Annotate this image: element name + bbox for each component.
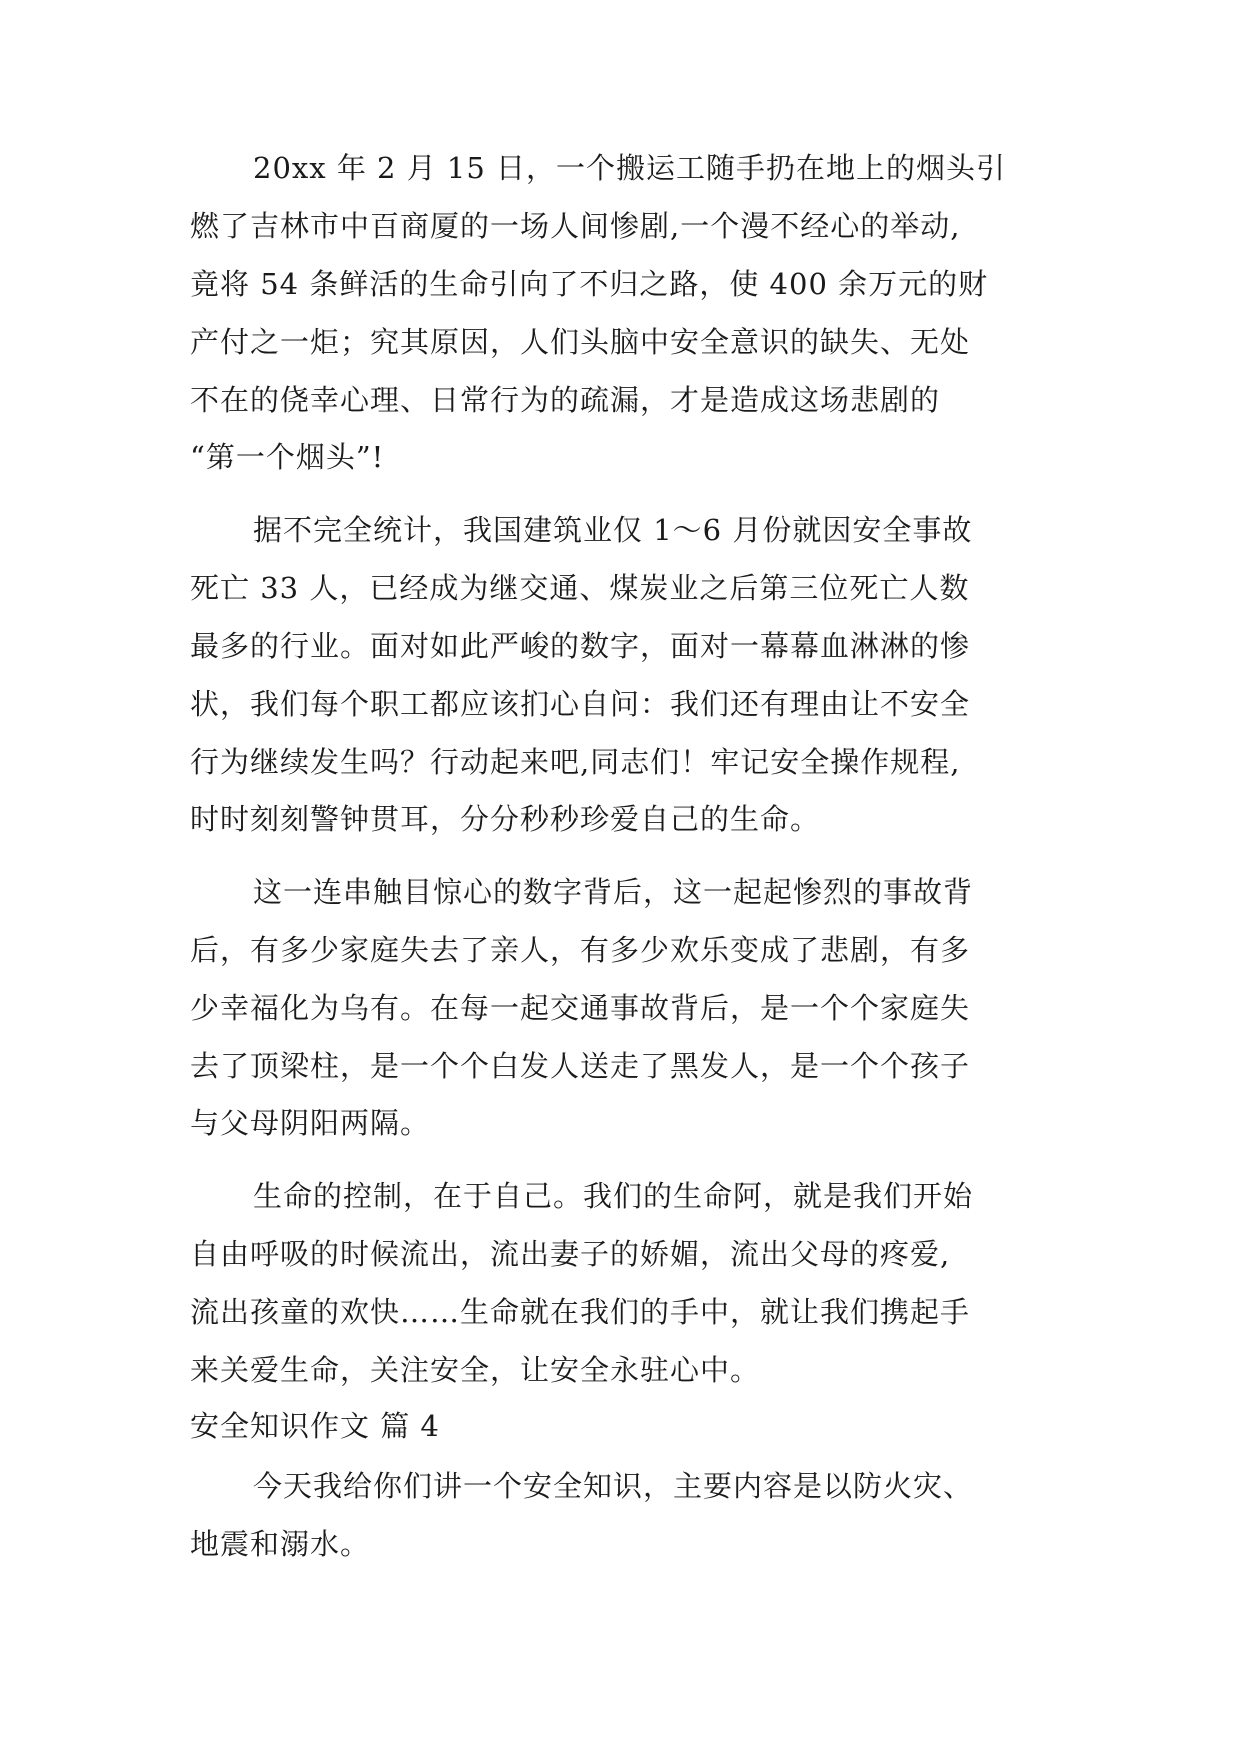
text-line: 据不完全统计，我国建筑业仅 1～6 月份就因安全事故: [253, 513, 973, 547]
text-line: 死亡 33 人，已经成为继交通、煤炭业之后第三位死亡人数: [190, 571, 970, 605]
text-line: 今天我给你们讲一个安全知识，主要内容是以防火灾、: [253, 1469, 974, 1503]
text-line: “第一个烟头”!: [190, 440, 385, 474]
text-line: 流出孩童的欢快……生命就在我们的手中，就让我们携起手: [190, 1295, 971, 1329]
text-line: 不在的侥幸心理、日常行为的疏漏，才是造成这场悲剧的: [190, 383, 941, 417]
text-line: 燃了吉林市中百商厦的一场人间惨剧,一个漫不经心的举动,: [190, 209, 961, 243]
text-line: 行为继续发生吗？行动起来吧,同志们！牢记安全操作规程,: [190, 745, 961, 779]
text-line: 时时刻刻警钟贯耳，分分秒秒珍爱自己的生命。: [190, 802, 821, 836]
text-line: 去了顶梁柱，是一个个白发人送走了黑发人，是一个个孩子: [190, 1049, 971, 1083]
text-line: 地震和溺水。: [190, 1527, 371, 1561]
text-line: 生命的控制，在于自己。我们的生命阿，就是我们开始: [253, 1179, 974, 1213]
text-line: 产付之一炬；究其原因，人们头脑中安全意识的缺失、无处: [190, 325, 971, 359]
text-line: 这一连串触目惊心的数字背后，这一起起惨烈的事故背: [253, 875, 974, 909]
text-line: 与父母阴阳两隔。: [190, 1106, 431, 1140]
text-line: 少幸福化为乌有。在每一起交通事故背后，是一个个家庭失: [190, 991, 971, 1025]
section-heading: 安全知识作文 篇 4: [190, 1409, 440, 1443]
text-line: 后，有多少家庭失去了亲人，有多少欢乐变成了悲剧，有多: [190, 933, 971, 967]
text-line: 状，我们每个职工都应该扪心自问：我们还有理由让不安全: [190, 687, 971, 721]
text-line: 来关爱生命，关注安全，让安全永驻心中。: [190, 1353, 761, 1387]
text-line: 20xx 年 2 月 15 日，一个搬运工随手扔在地上的烟头引: [253, 151, 1007, 185]
text-line: 竟将 54 条鲜活的生命引向了不归之路，使 400 余万元的财: [190, 267, 989, 301]
text-line: 最多的行业。面对如此严峻的数字，面对一幕幕血淋淋的惨: [190, 629, 971, 663]
text-line: 自由呼吸的时候流出，流出妻子的娇媚，流出父母的疼爱,: [190, 1237, 951, 1271]
